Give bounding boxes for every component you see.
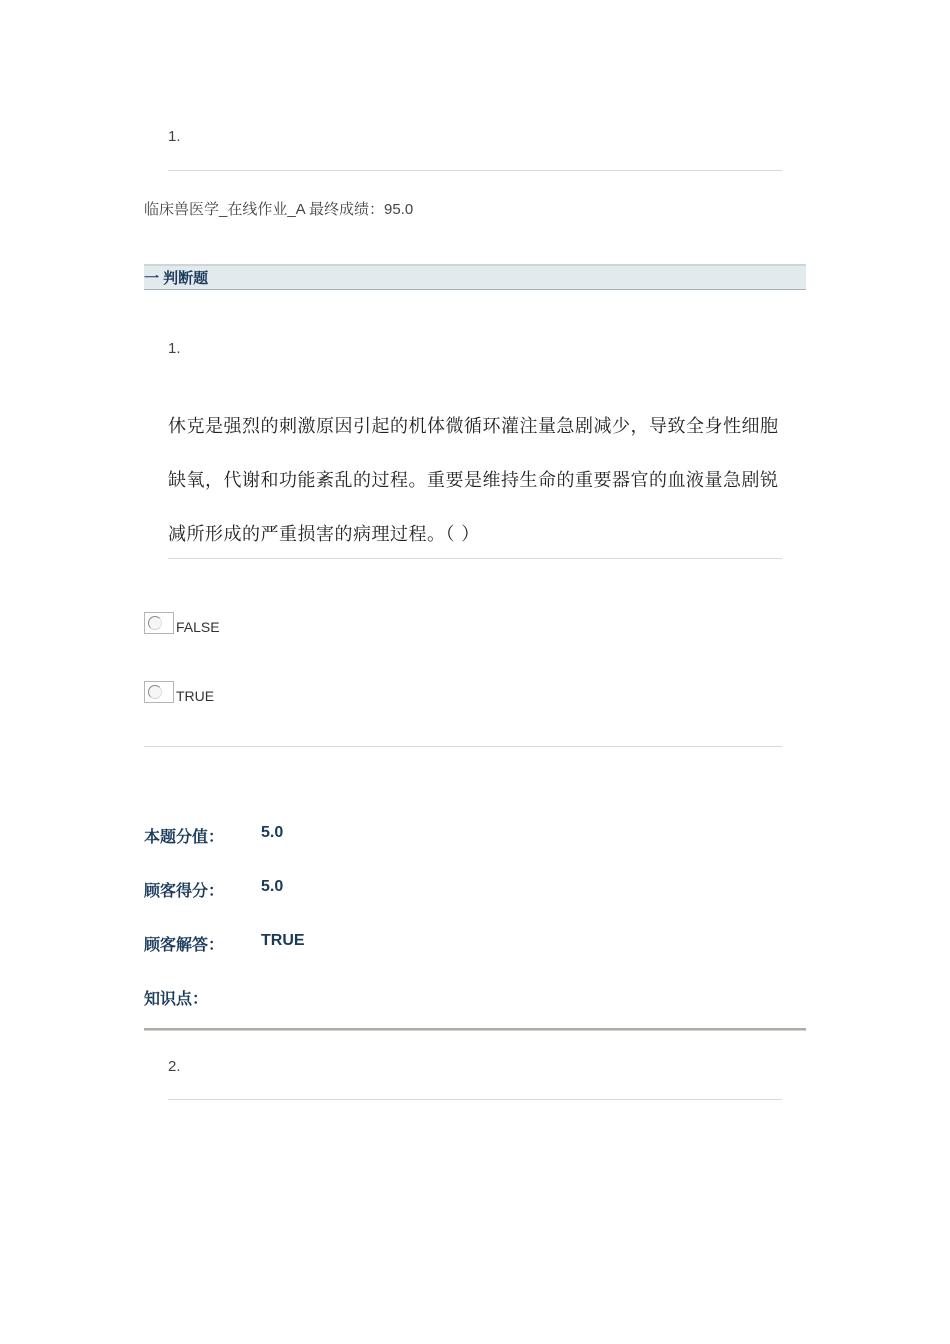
option-true-label: TRUE bbox=[176, 688, 215, 704]
answer-value: TRUE bbox=[261, 932, 305, 949]
page-title: 临床兽医学_在线作业_A 最终成绩：95.0 bbox=[144, 201, 414, 218]
divider-question-2 bbox=[168, 1099, 782, 1100]
radio-true[interactable] bbox=[144, 681, 174, 703]
answer-label: 顾客解答： bbox=[144, 937, 225, 954]
divider-question bbox=[168, 558, 782, 559]
question-number: 1. bbox=[168, 340, 181, 357]
option-false-label: FALSE bbox=[176, 619, 220, 635]
radio-false[interactable] bbox=[144, 612, 174, 634]
section-header bbox=[144, 264, 806, 290]
score-value: 5.0 bbox=[261, 824, 284, 841]
divider-top bbox=[168, 170, 782, 171]
question-number-2: 2. bbox=[168, 1058, 181, 1075]
option-false[interactable] bbox=[144, 608, 220, 634]
radio-circle-icon bbox=[148, 616, 162, 630]
radio-circle-icon bbox=[148, 685, 162, 699]
earned-label: 顾客得分： bbox=[144, 883, 225, 900]
divider-question-end bbox=[144, 1028, 806, 1031]
option-true[interactable] bbox=[144, 677, 214, 703]
score-label: 本题分值： bbox=[144, 829, 225, 846]
knowledge-label: 知识点： bbox=[144, 991, 209, 1008]
divider-options bbox=[144, 746, 782, 747]
question-text: 休克是强烈的刺激原因引起的机体微循环灌注量急剧减少，导致全身性细胞缺氧，代谢和功能紊乱的过程。重要是维持生命的重要器官的血液量急剧锐减所形成的严重损害的病理过程。（ ） bbox=[168, 416, 779, 545]
section-title: 一 判断题 bbox=[144, 270, 209, 287]
earned-value: 5.0 bbox=[261, 878, 284, 895]
question-number-top: 1. bbox=[168, 128, 181, 145]
